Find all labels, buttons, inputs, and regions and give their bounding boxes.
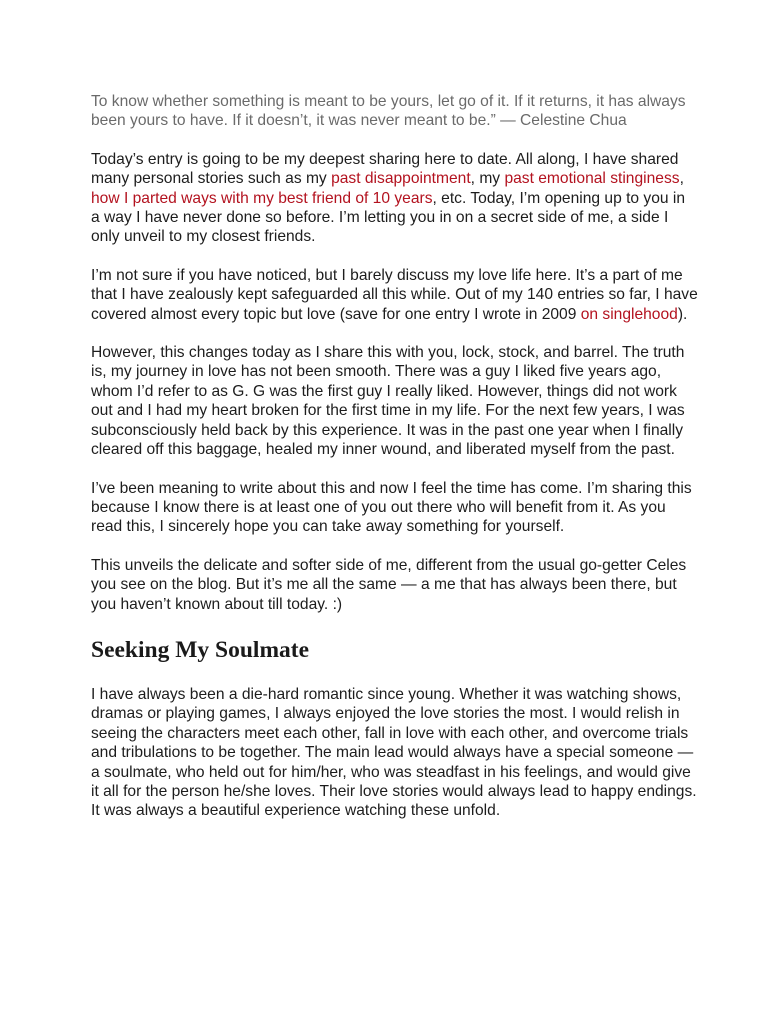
paragraph-text: I’m not sure if you have noticed, but I barely discuss my love life here. It’s a part of me that I have zealously kept safeguarded all this while. Out of my 140 entries so far, I have covered almost every topic but love (save for one entry I wrote in 2009	[91, 266, 698, 323]
paragraph-text: , my	[470, 170, 505, 188]
paragraph-softer-side: This unveils the delicate and softer side of me, different from the usual go-getter Celes you see on the blog. But it’s me all the same — a me that has always been there, but you haven’t known about till today. :)	[91, 556, 687, 613]
paragraph-text: , etc. Today, I’m opening up to you in a way I have never done so before. I’m letting you in on a secret side of me, a side I only unveil to my closest friends.	[91, 189, 686, 246]
paragraph-romantic: I have always been a die-hard romantic since young. Whether it was watching shows, dramas or playing games, I always enjoyed the love stories the most. I would relish in seeing the characters meet each other, fall in love with each other, and overcome trials and tribulations to be together. The main lead would always have a special someone — a soulmate, who held out for him/her, who was steadfast in his feelings, and would give it all for the person he/she loves. Their love stories would always lead to happy endings. It was always a beautiful experience watching these unfold.	[91, 685, 697, 820]
link-parted-ways-best-friend[interactable]: how I parted ways with my best friend of 10 years	[91, 189, 433, 207]
paragraph-sharing: I’ve been meaning to write about this and now I feel the time has come. I’m sharing this because I know there is at least one of you out there who will benefit from it. As you read this, I sincerely hope you can take away something for yourself.	[91, 479, 692, 536]
link-on-singlehood[interactable]: on singlehood	[580, 305, 678, 323]
paragraph-text: Today’s entry is going to be my deepest sharing here to date. All along, I have shared many personal stories such as my	[91, 150, 679, 188]
link-past-emotional-stinginess[interactable]: past emotional stinginess	[504, 170, 680, 188]
link-past-disappointment[interactable]: past disappointment	[331, 170, 471, 188]
paragraph-love-life	[91, 266, 698, 324]
paragraph-intro	[91, 150, 698, 247]
section-heading: Seeking My Soulmate	[91, 636, 310, 663]
opening-quote: To know whether something is meant to be yours, let go of it. If it returns, it has always been yours to have. If it doesn’t, it was never meant to be.” — Celestine Chua	[91, 93, 686, 130]
paragraph-text: ,	[679, 170, 684, 188]
paragraph-text: ).	[677, 305, 688, 323]
paragraph-journey: However, this changes today as I share this with you, lock, stock, and barrel. The truth is, my journey in love has not been smooth. There was a guy I liked five years ago, whom I’d refer to as G. G was the first guy I really liked. However, things did not work out and I had my heart broken for the first time in my life. For the next few years, I was subconsciously held back by this experience. It was in the past one year when I finally cleared off this baggage, healed my inner wound, and liberated myself from the past.	[91, 344, 685, 459]
